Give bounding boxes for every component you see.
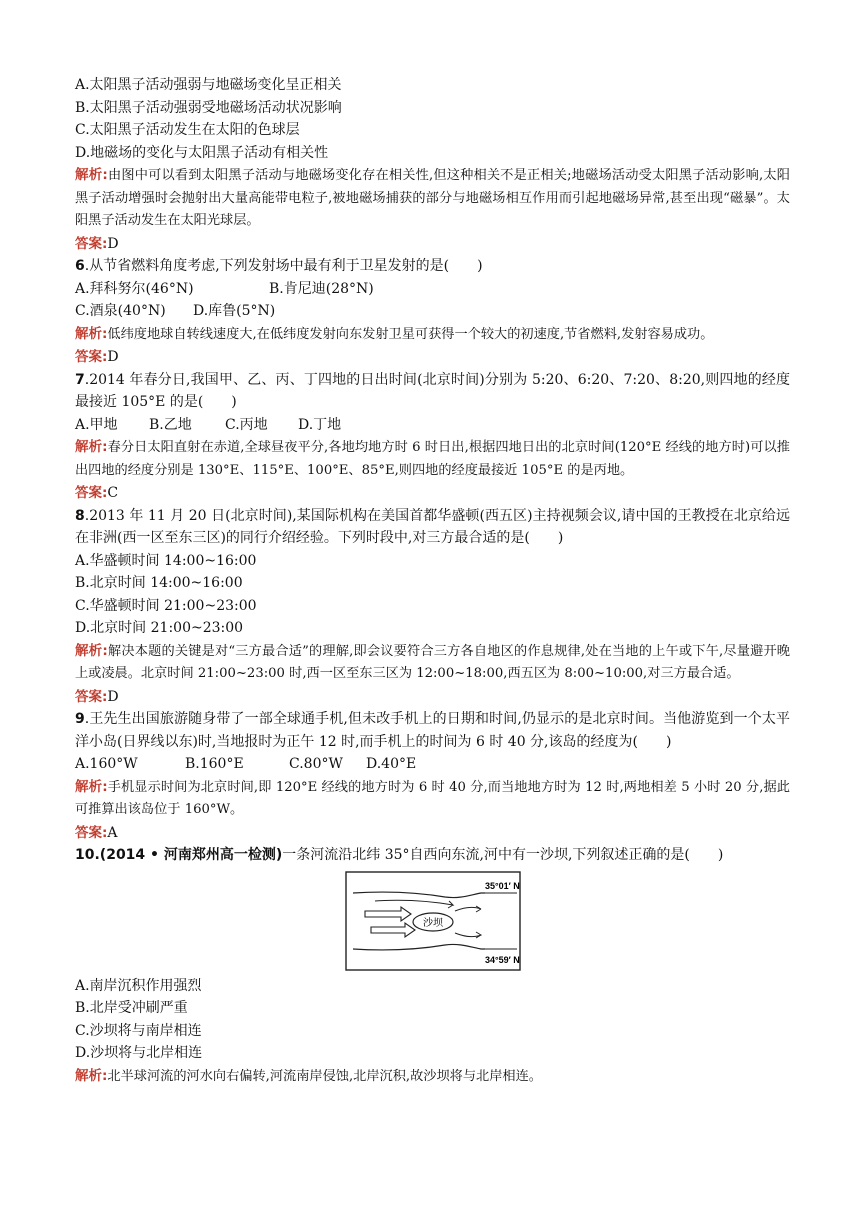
latitude-label-south: 34°59′ N <box>484 954 520 965</box>
option-8d: D.北京时间 21:00~23:00 <box>75 620 244 636</box>
analysis-8 <box>75 640 790 686</box>
option-6d: D.库鲁(5°N) <box>193 303 276 319</box>
analysis-6 <box>75 323 790 347</box>
analysis-text: 由图中可以看到太阳黑子活动与地磁场变化存在相关性,但这种相关不是正相关;地磁场活动受太阳黑子活动影响,太阳黑子活动增强时会抛射出大量高能带电粒子,被地磁场捕获的部分与地磁场相互作用而引起地磁场异常,甚至出现“磁暴”。太阳黑子活动发生在太阳光球层。 <box>75 168 790 228</box>
analysis-label: 解析: <box>75 642 108 659</box>
analysis-9 <box>75 776 790 822</box>
options-row-9 <box>75 753 790 776</box>
question-number: 6 <box>75 258 85 274</box>
options-row-6-1 <box>75 278 790 301</box>
answer-label: 答案: <box>75 235 108 252</box>
river-diagram <box>345 871 521 971</box>
answer-value: C <box>107 485 119 501</box>
stem-text: .王先生出国旅游随身带了一部全球通手机,但未改手机上的日期和时间,仍显示的是北京时间。当他游览到一个太平洋小岛(日界线以东)时,当地报时为正午 12 时,而手机上的时间为 6 时 40 分,该岛的经度为( ) <box>75 711 790 750</box>
options-row-7 <box>75 414 790 437</box>
option-9a: A.160°W <box>75 756 138 772</box>
question-stem-6 <box>75 255 790 278</box>
option-7d: D.丁地 <box>298 416 342 433</box>
answer-label: 答案: <box>75 349 108 365</box>
option-10c: C.沙坝将与南岸相连 <box>75 1022 202 1039</box>
analysis-label: 解析: <box>75 439 108 455</box>
question-number: 8 <box>75 507 85 524</box>
analysis-10 <box>75 1065 790 1089</box>
option-9d: D.40°E <box>366 756 417 772</box>
analysis-text: 低纬度地球自转线速度大,在低纬度发射向东发射卫星可获得一个较大的初速度,节省燃料,发射容易成功。 <box>107 326 714 342</box>
latitude-label-north: 35°01′ N <box>484 880 520 891</box>
sandbar-label: 沙坝 <box>422 917 443 929</box>
question-number: 9 <box>75 711 85 727</box>
question-number: 10 <box>75 847 95 863</box>
analysis-label: 解析: <box>75 778 108 795</box>
option-9b: B.160°E <box>185 756 244 772</box>
option-6a: A.拜科努尔(46°N) <box>75 280 194 297</box>
option-8c: C.华盛顿时间 21:00~23:00 <box>75 597 257 614</box>
stem-text: 一条河流沿北纬 35°自西向东流,河中有一沙坝,下列叙述正确的是( ) <box>282 847 724 863</box>
question-stem-8 <box>75 505 790 550</box>
answer-label: 答案: <box>75 824 108 841</box>
analysis-label: 解析: <box>75 1067 108 1084</box>
option-10a: A.南岸沉积作用强烈 <box>75 977 202 994</box>
analysis-5 <box>75 164 790 233</box>
option-6b: B.肯尼迪(28°N) <box>269 280 374 297</box>
question-10 <box>75 844 790 1088</box>
options-row-6-2 <box>75 300 790 323</box>
question-number: 7 <box>75 371 85 388</box>
question-8 <box>75 505 790 709</box>
stem-text: .2013 年 11 月 20 日(北京时间),某国际机构在美国首都华盛顿(西五区)主持视频会议,请中国的王教授在北京给远在非洲(西一区至东三区)的同行介绍经验。下列时段中,对三方最合适的是( ) <box>75 507 790 546</box>
analysis-text: 手机显示时间为北京时间,即 120°E 经线的地方时为 6 时 40 分,而当地地方时为 12 时,两地相差 5 小时 20 分,据此可推算出该岛位于 160°W。 <box>75 779 790 817</box>
stem-text: .从节省燃料角度考虑,下列发射场中最有利于卫星发射的是( ) <box>84 258 483 274</box>
answer-5 <box>75 233 790 256</box>
option-7a: A.甲地 <box>75 416 118 433</box>
analysis-text: 解决本题的关键是对“三方最合适”的理解,即会议要符合三方各自地区的作息规律,处在当地的上午或下午,尽量避开晚上或凌晨。北京时间 21:00~23:00 时,西一区至东三区为 12:00~18:00,西五区为 8:00~10:00,对三方最合适。 <box>75 643 790 681</box>
answer-value: A <box>107 824 118 841</box>
answer-7 <box>75 482 790 505</box>
analysis-label: 解析: <box>75 325 108 342</box>
analysis-7 <box>75 436 790 482</box>
question-stem-10 <box>75 844 790 867</box>
option-6c: C.酒泉(40°N) <box>75 303 166 319</box>
answer-value: D <box>107 349 119 365</box>
answer-9 <box>75 822 790 845</box>
question-5 <box>75 74 790 255</box>
answer-label: 答案: <box>75 688 108 705</box>
question-9 <box>75 708 790 844</box>
question-6 <box>75 255 790 369</box>
option-5a: A.太阳黑子活动强弱与地磁场变化呈正相关 <box>75 77 342 93</box>
answer-8 <box>75 686 790 709</box>
option-9c: C.80°W <box>289 756 343 772</box>
document-page <box>75 74 790 1088</box>
question-source: .(2014 • 河南郑州高一检测) <box>94 847 283 863</box>
option-7b: B.乙地 <box>149 416 192 433</box>
option-5d: D.地磁场的变化与太阳黑子活动有相关性 <box>75 144 329 161</box>
analysis-label: 解析: <box>75 167 108 183</box>
answer-value: D <box>107 235 119 252</box>
option-7c: C.丙地 <box>225 416 268 433</box>
stem-text: .2014 年春分日,我国甲、乙、丙、丁四地的日出时间(北京时间)分别为 5:20、6:20、7:20、8:20,则四地的经度最接近 105°E 的是( ) <box>75 371 790 410</box>
option-8b: B.北京时间 14:00~16:00 <box>75 575 243 591</box>
river-sandbar-figure <box>75 871 790 971</box>
question-7 <box>75 369 790 505</box>
question-stem-7 <box>75 369 790 414</box>
answer-value: D <box>107 688 119 705</box>
option-5b: B.太阳黑子活动强弱受地磁场活动状况影响 <box>75 99 342 116</box>
option-10d: D.沙坝将与北岸相连 <box>75 1045 203 1061</box>
analysis-text: 北半球河流的河水向右偏转,河流南岸侵蚀,北岸沉积,故沙坝将与北岸相连。 <box>107 1068 542 1084</box>
answer-label: 答案: <box>75 485 108 501</box>
answer-6 <box>75 346 790 369</box>
question-stem-9 <box>75 708 790 753</box>
analysis-text: 春分日太阳直射在赤道,全球昼夜平分,各地均地方时 6 时日出,根据四地日出的北京时间(120°E 经线的地方时)可以推出四地的经度分别是 130°E、115°E、100°E、85°E,则四地的经度最接近 105°E 的是丙地。 <box>75 440 790 478</box>
option-5c: C.太阳黑子活动发生在太阳的色球层 <box>75 122 300 138</box>
option-10b: B.北岸受冲刷严重 <box>75 1000 188 1016</box>
option-8a: A.华盛顿时间 14:00~16:00 <box>75 552 257 569</box>
